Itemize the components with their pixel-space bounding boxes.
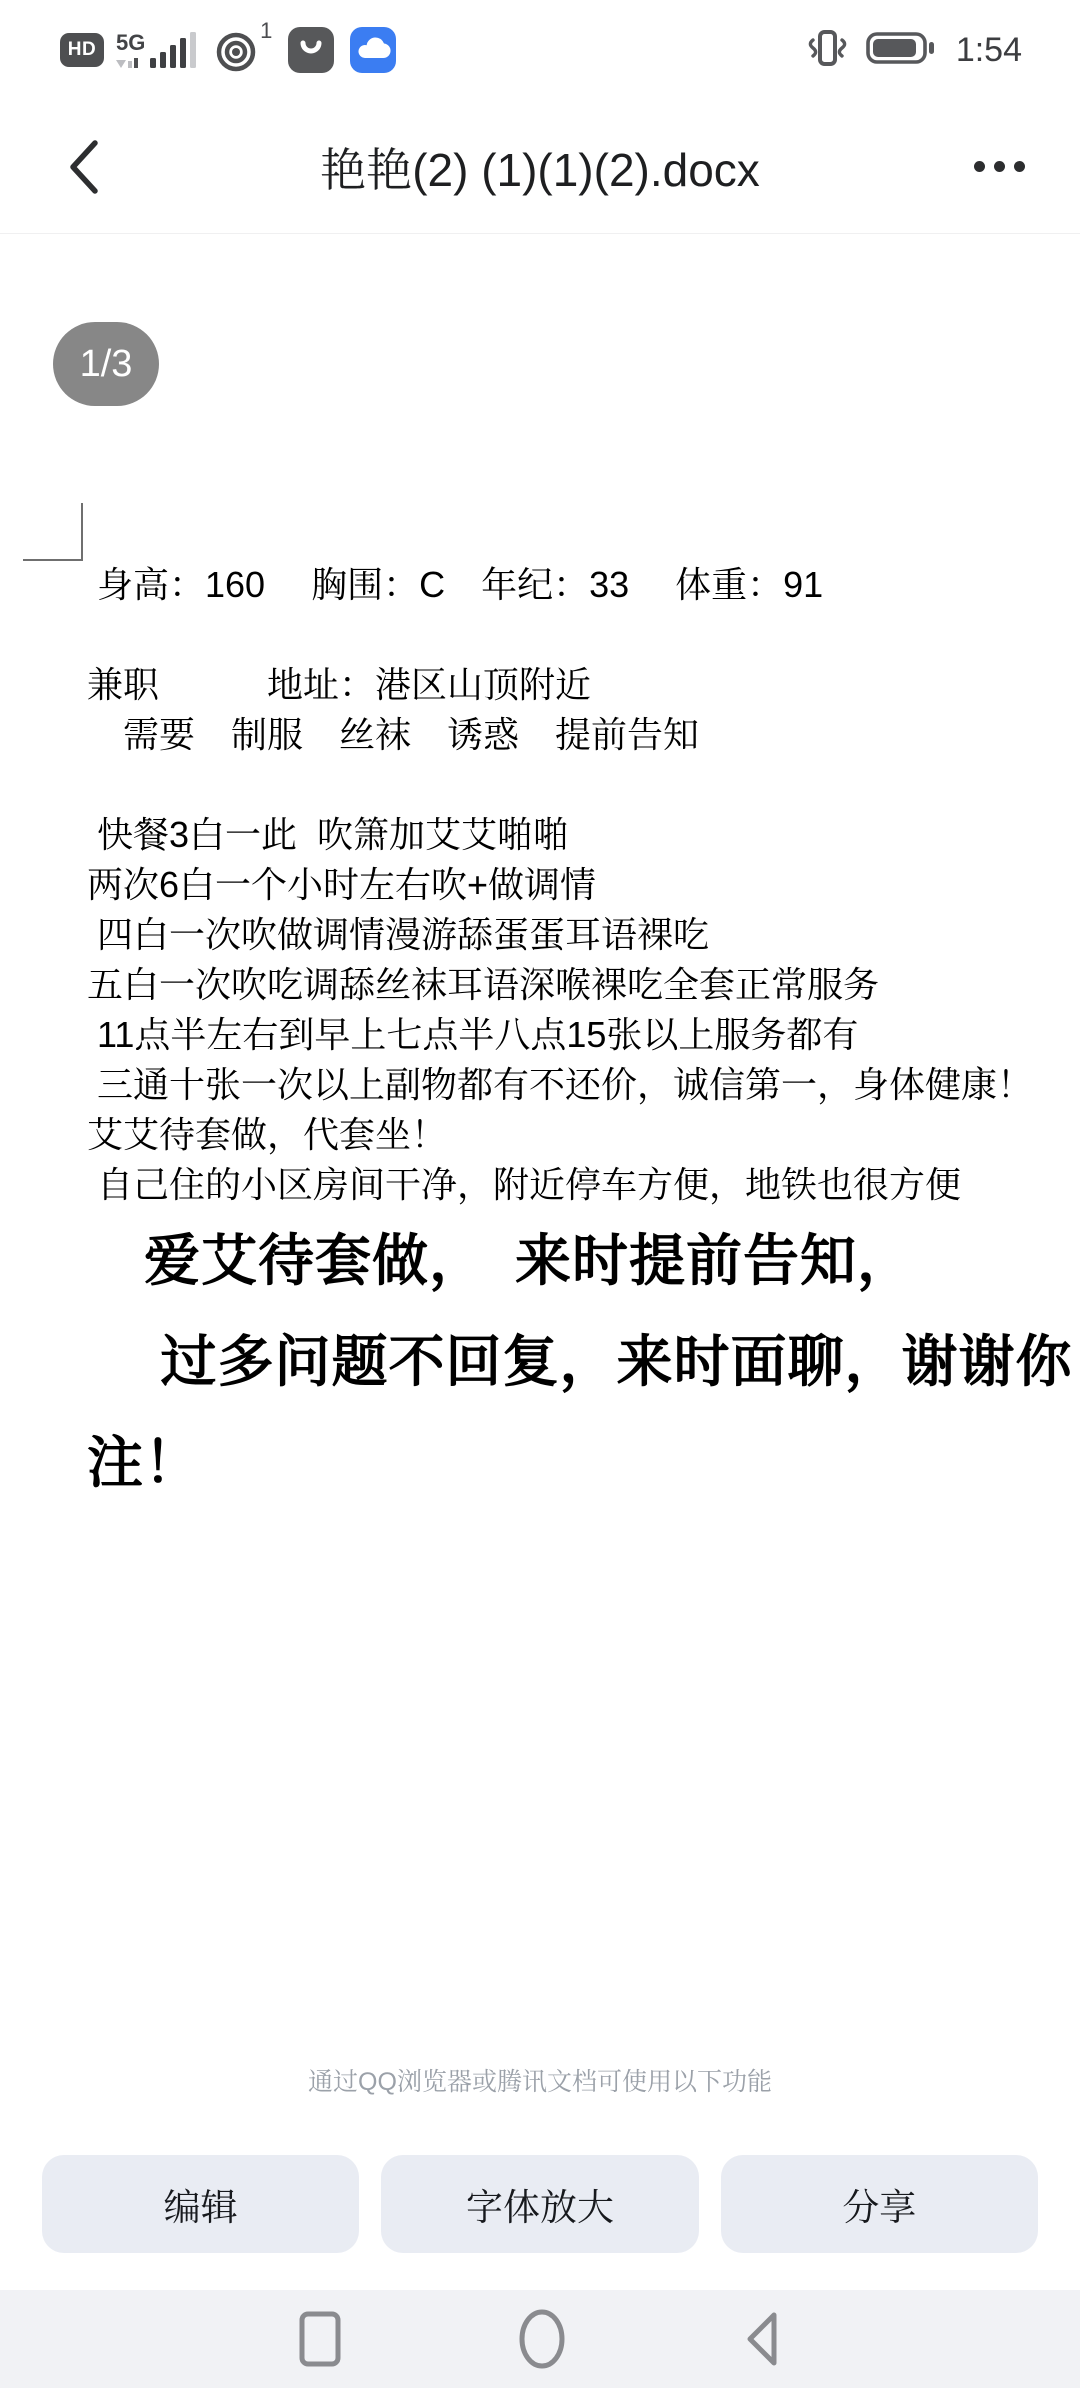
status-bar: [0, 0, 1080, 100]
doc-line: 过多问题不回复，来时面聊，谢谢你: [87, 1330, 1073, 1393]
clock-time: 1:54: [955, 30, 1022, 69]
document-text: [0, 560, 1080, 1513]
document-viewport[interactable]: [0, 234, 1080, 2290]
signal-bars-icon: [150, 32, 196, 68]
doc-line: 三通十张一次以上副物都有不还价，诚信第一，身体健康！: [87, 1064, 1034, 1105]
home-circle-icon: [518, 2308, 566, 2370]
document-title: 艳艳(2) (1)(1)(2).docx: [320, 143, 760, 196]
doc-line: 注！: [87, 1431, 201, 1494]
doc-line: 11点半左右到早上七点半八点15张以上服务都有: [87, 1014, 859, 1055]
sim2-signal-icon: [116, 56, 138, 68]
doc-line: 爱艾待套做， 来时提前告知，: [87, 1229, 914, 1292]
more-options-button[interactable]: [954, 100, 1044, 233]
chevron-left-icon: [64, 137, 104, 197]
status-bar-left: [60, 18, 396, 78]
back-button[interactable]: [44, 100, 124, 233]
doc-line: 四白一次吹做调情漫游舔蛋蛋耳语裸吃: [87, 914, 710, 955]
hd-icon: HD: [60, 33, 104, 67]
page-corner-mark: [23, 503, 83, 561]
signal-strength-icon: [116, 32, 196, 68]
appstore-bag-icon: [288, 27, 334, 73]
battery-icon: [866, 29, 936, 72]
doc-line: 身高：160 胸围：C 年纪：33 体重：91: [87, 564, 824, 605]
doc-line: 需要 制服 丝袜 诱惑 提前告知: [87, 714, 700, 755]
home-button[interactable]: [518, 2308, 566, 2370]
feature-hint-text: 通过QQ浏览器或腾讯文档可使用以下功能: [308, 2068, 772, 2096]
doc-line: 艾艾待套做，代套坐！: [87, 1114, 448, 1155]
radar-notification-icon: [214, 18, 273, 78]
document-header: [0, 100, 1080, 234]
cloud-app-icon: [350, 27, 396, 73]
doc-line: 兼职 地址：港区山顶附近: [87, 664, 592, 705]
notification-count: 1: [260, 18, 273, 43]
action-button[interactable]: 编辑: [42, 2155, 359, 2253]
page-indicator-badge: 1/3: [53, 322, 159, 406]
status-bar-right: [804, 24, 1022, 77]
android-nav-bar: [0, 2290, 1080, 2388]
doc-line: 两次6白一个小时左右吹+做调情: [87, 864, 597, 905]
back-nav-button[interactable]: [742, 2311, 782, 2367]
doc-line: 快餐3白一此 吹箫加艾艾啪啪: [87, 814, 570, 855]
doc-line: 自己住的小区房间干净，附近停车方便，地铁也很方便: [87, 1164, 962, 1205]
doc-line: [87, 610, 1080, 660]
action-button[interactable]: 字体放大: [381, 2155, 698, 2253]
back-triangle-icon: [742, 2311, 782, 2367]
doc-line: 五白一次吹吃调舔丝袜耳语深喉裸吃全套正常服务: [87, 964, 880, 1005]
ellipsis-icon: [974, 161, 985, 172]
network-type-label: [116, 32, 145, 68]
action-button[interactable]: 分享: [721, 2155, 1038, 2253]
recents-button[interactable]: [298, 2311, 342, 2367]
network-type-text: 5G: [116, 30, 146, 55]
action-bar: [42, 2155, 1038, 2253]
vibrate-icon: [804, 24, 850, 77]
recents-square-icon: [298, 2311, 342, 2367]
doc-line: [87, 760, 1080, 810]
